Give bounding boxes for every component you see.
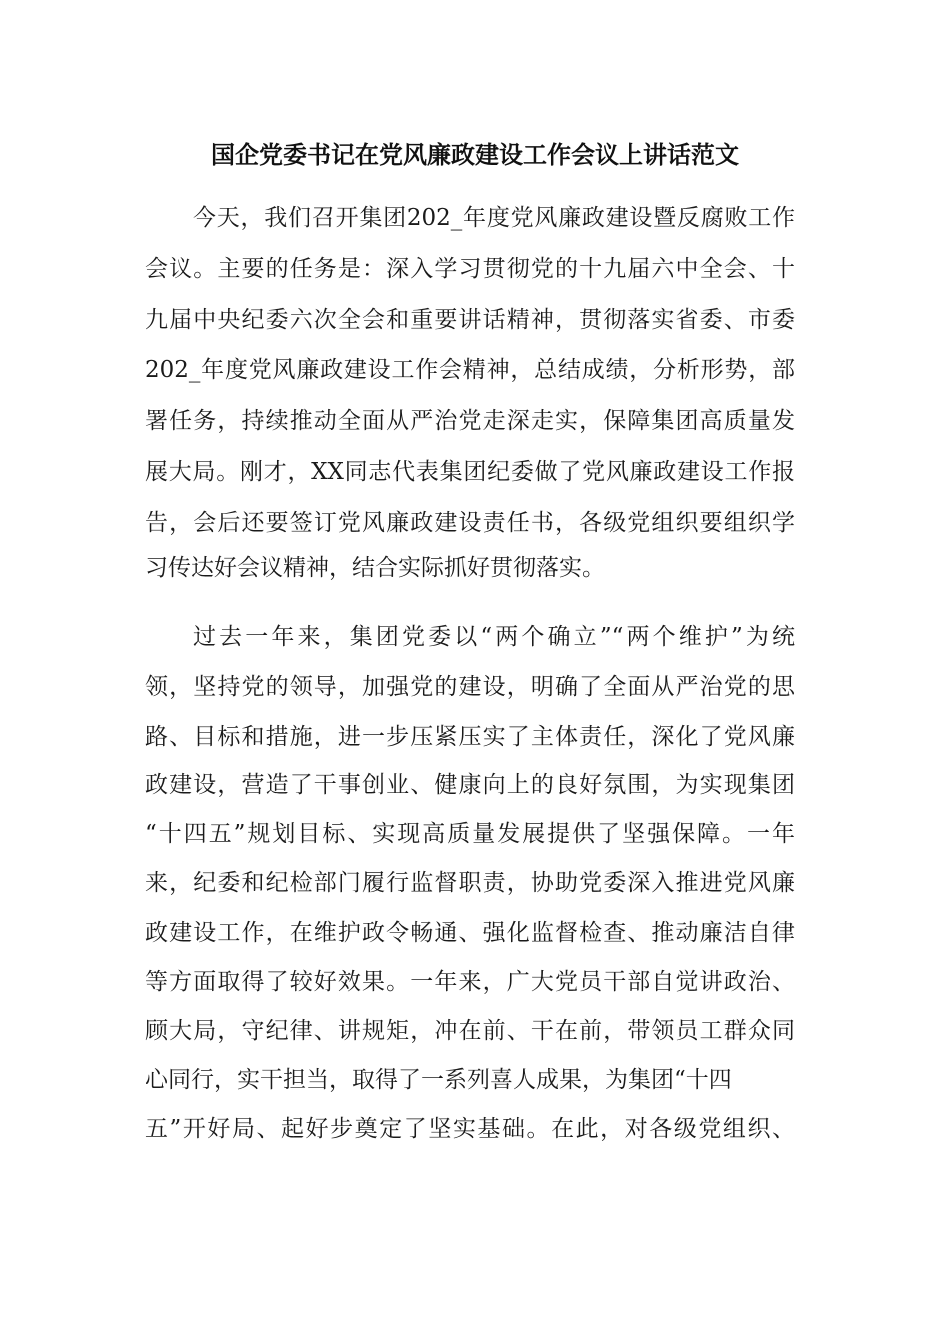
paragraph-1-line-2: 会议。主要的任务是：深入学习贯彻党的十九届六中全会、十 <box>145 256 795 282</box>
paragraph-2-line-6: 来，纪委和纪检部门履行监督职责，协助党委深入推进党风廉 <box>145 870 795 896</box>
paragraph-1-line-7: 告，会后还要签订党风廉政建设责任书，各级党组织要组织学 <box>145 510 795 536</box>
paragraph-2-line-8: 等方面取得了较好效果。一年来，广大党员干部自觉讲政治、 <box>145 969 795 995</box>
paragraph-2-line-10: 心同行，实干担当，取得了一系列喜人成果，为集团“十四 <box>145 1067 732 1093</box>
paragraph-2-line-7: 政建设工作，在维护政令畅通、强化监督检查、推动廉洁自律 <box>145 920 795 946</box>
paragraph-2-line-11: 五”开好局、起好步奠定了坚实基础。在此，对各级党组织、 <box>145 1116 795 1142</box>
document-title: 国企党委书记在党风廉政建设工作会议上讲话范文 <box>211 141 739 169</box>
paragraph-1-line-1: 今天，我们召开集团202_年度党风廉政建设暨反腐败工作 <box>193 205 795 231</box>
paragraph-1-line-8: 习传达好会议精神，结合实际抓好贯彻落实。 <box>145 555 605 581</box>
paragraph-1-line-4: 202_年度党风廉政建设工作会精神，总结成绩，分析形势，部 <box>145 357 795 383</box>
paragraph-1-line-3: 九届中央纪委六次全会和重要讲话精神，贯彻落实省委、市委 <box>145 307 795 333</box>
paragraph-2-line-3: 路、目标和措施，进一步压紧压实了主体责任，深化了党风廉 <box>145 724 795 750</box>
paragraph-2-line-1: 过去一年来，集团党委以“两个确立”“两个维护”为统 <box>193 624 795 650</box>
paragraph-2-line-2: 领，坚持党的领导，加强党的建设，明确了全面从严治党的思 <box>145 674 795 700</box>
paragraph-2-line-9: 顾大局，守纪律、讲规矩，冲在前、干在前，带领员工群众同 <box>145 1018 795 1044</box>
paragraph-2-line-5: “十四五”规划目标、实现高质量发展提供了坚强保障。一年 <box>145 821 795 847</box>
paragraph-1-line-6: 展大局。刚才，XX同志代表集团纪委做了党风廉政建设工作报 <box>145 459 795 485</box>
paragraph-1-line-5: 署任务，持续推动全面从严治党走深走实，保障集团高质量发 <box>145 408 795 434</box>
paragraph-2-line-4: 政建设，营造了干事创业、健康向上的良好氛围，为实现集团 <box>145 772 795 798</box>
